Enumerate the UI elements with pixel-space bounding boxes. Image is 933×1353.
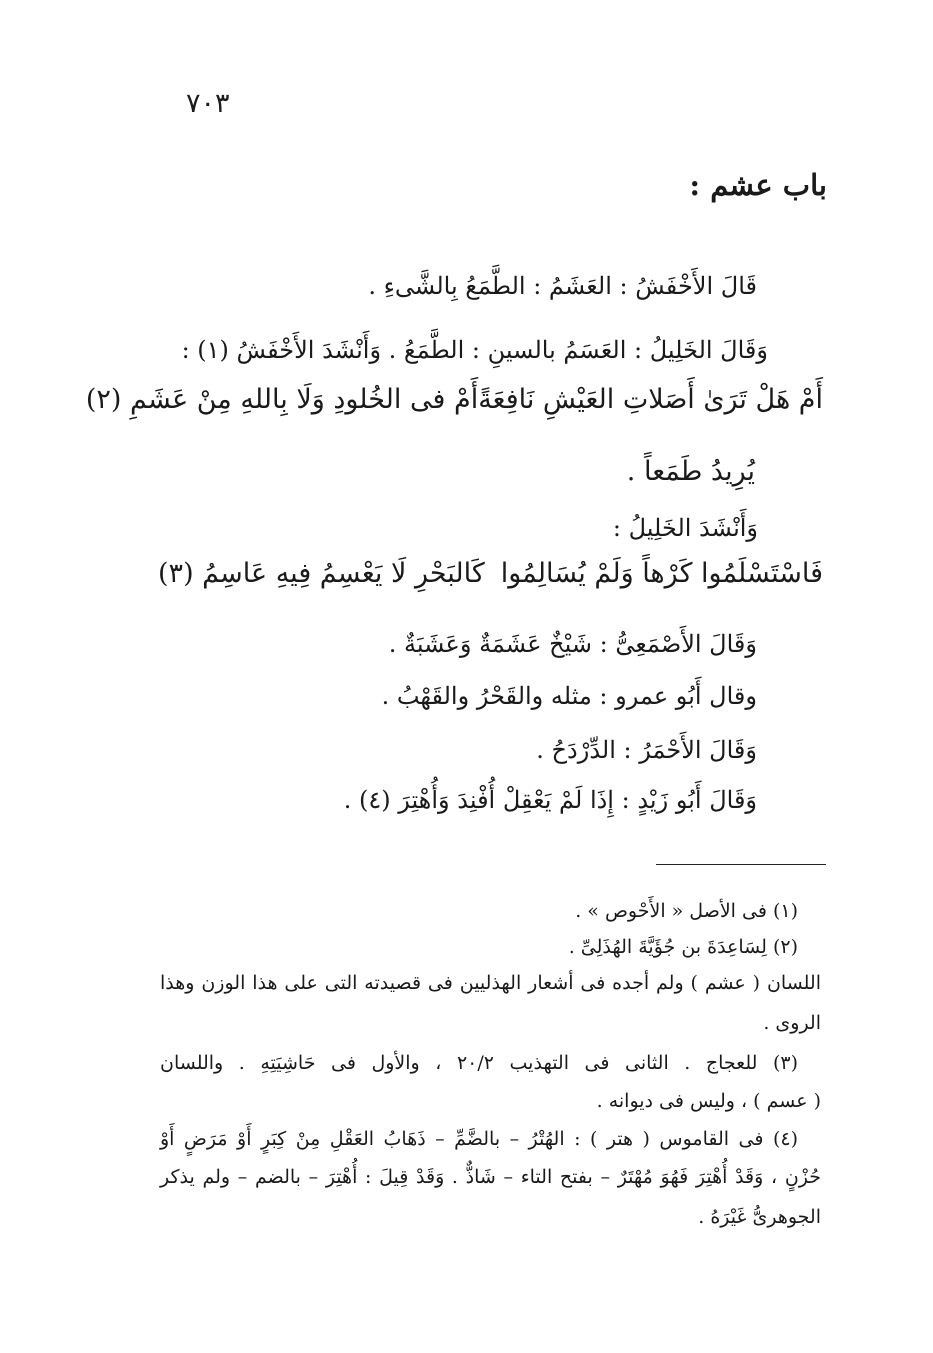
- body-line: قَالَ الأَخْفَشُ : العَشَمُ : الطَّمَعُ بِالشَّىءِ .: [368, 272, 757, 300]
- verse-hemistich-first: أَمْ هَلْ تَرَىٰ أَصَلاتِ العَيْشِ نَافِعَةً: [478, 384, 823, 415]
- body-line: وَقَالَ الأَصْمَعِىُّ : شَيْخٌ عَشَمَةٌ وَعَشَبَةٌ .: [388, 630, 757, 658]
- body-line: وَقَالَ الخَلِيلُ : العَسَمُ بالسينِ : الطَّمَعُ . وَأَنْشَدَ الأَخْفَشُ (١) :: [181, 336, 768, 364]
- footnote-3: (٣) للعجاج . الثانى فى التهذيب ٢٠/٢ ، والأول فى حَاشِيَتِهِ . واللسان: [160, 1052, 798, 1074]
- body-line: وَقَالَ الأَحْمَرُ : الدِّرْدَحُ .: [536, 736, 757, 764]
- page-number: ٧٠٣: [186, 88, 230, 119]
- footnote-4-line-3: الجوهرىُّ غَيْرَهُ .: [698, 1206, 821, 1228]
- body-line: وَقَالَ أَبُو زَيْدٍ : إِذَا لَمْ يَعْقِلْ أُفْنِدَ وَأُهْتِرَ (٤) .: [343, 786, 757, 814]
- footnote-1: (١) فى الأصل « الأَحْوص » .: [575, 900, 798, 922]
- footnote-4-line-2: حُزْنٍ ، وَقَدْ أُهْتِرَ فَهُوَ مُهْتَرٌ – بفتح التاء – شَاذٌّ . وَقَدْ قِيلَ : أُهْتِرَ – بالضم – ولم يذكر: [160, 1166, 821, 1188]
- body-line: وَأَنْشَدَ الخَلِيلُ :: [612, 514, 758, 542]
- section-title: باب عشم :: [689, 168, 827, 202]
- body-line: وقال أَبُو عمرو : مثله والقَحْرُ والقَهْبُ .: [381, 682, 757, 710]
- footnote-divider: [656, 864, 826, 865]
- verse-hemistich-second: كَالبَحْرِ لَا يَعْسِمُ فِيهِ عَاسِمُ (٣): [158, 558, 485, 589]
- footnote-2: (٢) لِسَاعِدَةَ بن جُؤَيَّةَ الهُذَلِىِّ .: [568, 936, 798, 958]
- footnote-3-line-2: ( عسم ) ، وليس فى ديوانه .: [596, 1090, 821, 1112]
- verse-hemistich-second: أَمْ فى الخُلودِ وَلَا بِاللهِ مِنْ عَشَمِ (٢): [85, 384, 479, 415]
- footnote-2-line-3: الروى .: [763, 1012, 821, 1034]
- verse-line: [158, 558, 823, 589]
- footnote-4: (٤) فى القاموس ( هتر ) : الهُتْرُ – بالضَّمِّ – ذَهَابُ العَقْلِ مِنْ كِبَرٍ أَوْ مَرَضٍ أَوْ: [160, 1128, 798, 1150]
- verse-continuation: يُرِيدُ طَمَعاً .: [626, 456, 755, 487]
- verse-hemistich-first: فَاسْتَسْلَمُوا كَرْهاً وَلَمْ يُسَالِمُوا: [500, 558, 823, 589]
- footnote-2-line-2: اللسان ( عشم ) ولم أجده فى أشعار الهذليين فى قصيدته التى على هذا الوزن وهذا: [160, 972, 821, 994]
- verse-line: [85, 384, 823, 415]
